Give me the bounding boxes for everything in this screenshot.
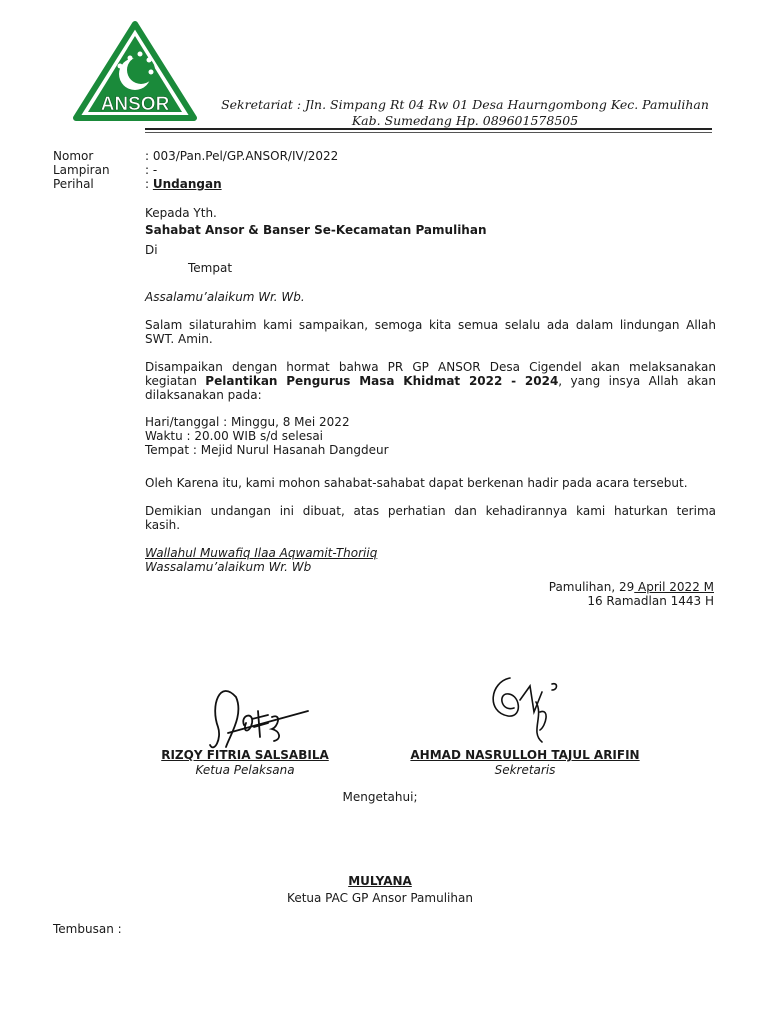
date-masehi <box>480 580 714 594</box>
date-month-year: April 2022 M <box>634 580 714 594</box>
mengetahui-label: Mengetahui; <box>342 790 418 804</box>
nomor-value: : 003/Pan.Pel/GP.ANSOR/IV/2022 <box>145 149 339 163</box>
nomor-label: Nomor <box>53 149 94 163</box>
paragraph-1-line-1: Salam silaturahim kami sampaikan, semoga kita semua selalu ada dalam lindungan Allah <box>145 318 716 332</box>
header-address <box>200 97 730 129</box>
address-line-1: Sekretariat : Jln. Simpang Rt 04 Rw 01 Desa Haurngombong Kec. Pamulihan <box>221 97 709 112</box>
p2-text-a: kegiatan <box>145 374 206 388</box>
date-hijri: 16 Ramadlan 1443 H <box>587 594 714 608</box>
closing-wallahul: Wallahul Muwafiq Ilaa Aqwamit-Thoriiq <box>145 546 378 560</box>
perihal-label: Perihal <box>53 177 94 191</box>
date-place-day: Pamulihan, 29 <box>548 580 635 594</box>
paragraph-2-line-1: Disampaikan dengan hormat bahwa PR GP ANSOR Desa Cigendel akan melaksanakan <box>145 360 716 374</box>
signer-right-name: AHMAD NASRULLOH TAJUL ARIFIN <box>410 748 640 762</box>
tembusan-label: Tembusan : <box>53 922 122 936</box>
paragraph-2-line-2 <box>145 374 716 388</box>
header-divider <box>145 128 712 130</box>
lampiran-label: Lampiran <box>53 163 110 177</box>
event-waktu: Waktu : 20.00 WIB s/d selesai <box>145 429 324 443</box>
closing-wassalam: Wassalamu’alaikum Wr. Wb <box>145 560 312 574</box>
svg-text:ANSOR: ANSOR <box>100 94 170 115</box>
perihal-value <box>145 177 222 191</box>
perihal-colon: : <box>145 177 153 191</box>
header-divider-thin <box>145 132 712 133</box>
paragraph-4-line-2: kasih. <box>145 518 181 532</box>
signer-bottom-name: MULYANA <box>348 874 412 888</box>
signer-bottom-role: Ketua PAC GP Ansor Pamulihan <box>287 891 473 905</box>
signer-left-name: RIZQY FITRIA SALSABILA <box>161 748 329 762</box>
recipient-tempat: Tempat <box>188 261 233 275</box>
p2-text-c: , yang insya Allah akan <box>558 374 716 388</box>
perihal-subject: Undangan <box>152 177 222 191</box>
paragraph-1-line-2: SWT. Amin. <box>145 332 213 346</box>
event-hari-tanggal: Hari/tanggal : Minggu, 8 Mei 2022 <box>145 415 350 429</box>
salam-opening: Assalamu’alaikum Wr. Wb. <box>145 290 305 304</box>
paragraph-4-line-1: Demikian undangan ini dibuat, atas perhatian dan kehadirannya kami haturkan terima <box>145 504 716 518</box>
signature-right-icon <box>480 672 580 752</box>
recipient-name: Sahabat Ansor & Banser Se-Kecamatan Pamulihan <box>145 223 487 237</box>
ansor-logo <box>72 20 198 122</box>
recipient-di: Di <box>145 243 158 257</box>
event-tempat: Tempat : Mejid Nurul Hasanah Dangdeur <box>145 443 389 457</box>
signer-left-role: Ketua Pelaksana <box>195 763 295 777</box>
signer-right-role: Sekretaris <box>494 763 556 777</box>
kepada-yth: Kepada Yth. <box>145 206 217 220</box>
signature-left-icon <box>200 675 315 755</box>
address-line-2: Kab. Sumedang Hp. 089601578505 <box>351 113 579 128</box>
paragraph-3: Oleh Karena itu, kami mohon sahabat-sahabat dapat berkenan hadir pada acara tersebut. <box>145 476 688 490</box>
paragraph-2-line-3: dilaksanakan pada: <box>145 388 262 402</box>
lampiran-value: : - <box>145 163 158 177</box>
p2-event-name: Pelantikan Pengurus Masa Khidmat 2022 - 2024 <box>205 374 559 388</box>
